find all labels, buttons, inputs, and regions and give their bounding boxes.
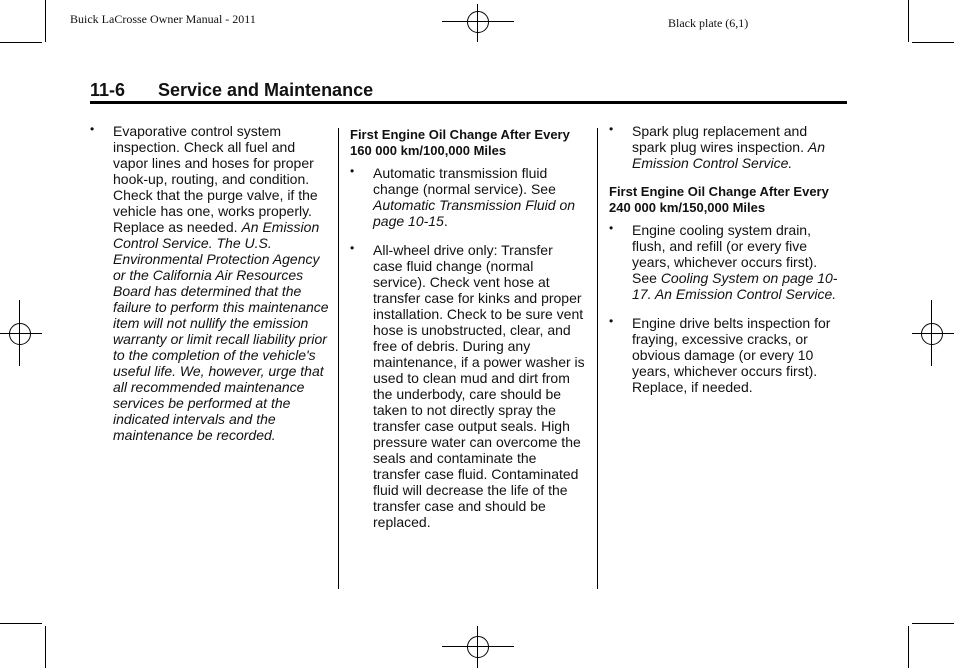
interval-heading: First Engine Oil Change After Every 160 000 km/100,000 Miles xyxy=(350,127,570,158)
item-italic-note: An Emission Control Service. xyxy=(632,139,825,171)
bullet-icon: • xyxy=(350,164,355,178)
section-heading xyxy=(90,80,373,101)
section-title: Service and Maintenance xyxy=(158,80,374,100)
bullet-icon: • xyxy=(609,221,614,235)
list-item xyxy=(350,242,586,530)
item-italic-note: An Emission Control Service. The U.S. Environmental Protection Agency or the California Air Resources Board has determined that the failure to perform this maintenance item will not nullify the emission warranty or limit recall liability prior to the completion of the vehicle's useful life. We, however, urge that all recommended maintenance services be performed at the indicated intervals and the maintenance be recorded. xyxy=(113,219,329,443)
crop-mark xyxy=(912,623,954,624)
interval-heading: First Engine Oil Change After Every 240 000 km/150,000 Miles xyxy=(609,184,829,215)
registration-mark-left xyxy=(0,300,42,366)
crop-mark xyxy=(908,0,909,42)
cross-reference-link[interactable]: Cooling System on page 10-17. An Emission Control Service. xyxy=(632,270,838,302)
heading-rule xyxy=(90,101,847,104)
column-1 xyxy=(90,123,330,456)
column-divider xyxy=(338,128,339,589)
plate-label: Black plate (6,1) xyxy=(668,16,749,30)
crop-mark xyxy=(45,0,46,42)
list-item xyxy=(609,123,839,171)
item-text: Engine cooling system drain, flush, and refill (or every five years, whichever occurs first). See xyxy=(632,222,818,286)
bullet-icon: • xyxy=(609,314,614,328)
list-item xyxy=(609,222,839,302)
crop-mark xyxy=(45,626,46,668)
item-text: Engine drive belts inspection for fraying, excessive cracks, or obvious damage (or every 10 years, whichever occurs first). Replace, if needed. xyxy=(632,315,831,395)
crop-mark xyxy=(912,42,954,43)
list-item xyxy=(350,165,586,229)
bullet-icon: • xyxy=(350,241,355,255)
item-text: All-wheel drive only: Transfer case fluid change (normal service). Check vent hose at transfer case for kinks and proper installation. Check to be sure vent hose is unobstructed, clear, and free of debris. During any maintenance, if a power washer is used to clean mud and dirt from the underbody, care should be taken to not directly spray the transfer case output seals. High pressure water can overcome the seals and contaminate the transfer case fluid. Contaminated fluid will decrease the life of the transfer case and should be replaced. xyxy=(373,242,585,530)
column-divider xyxy=(597,128,598,589)
item-text: Spark plug replacement and spark plug wires inspection. xyxy=(632,123,808,155)
list-item xyxy=(90,123,330,443)
section-number: 11-6 xyxy=(90,80,126,100)
crop-mark xyxy=(908,626,909,668)
crop-mark xyxy=(0,623,42,624)
item-text: Automatic transmission fluid change (normal service). See xyxy=(373,165,556,197)
item-text-end: . xyxy=(443,213,448,229)
registration-mark-right xyxy=(912,300,954,366)
crop-mark xyxy=(0,42,42,43)
bullet-icon: • xyxy=(609,122,614,136)
registration-mark-bottom xyxy=(442,626,514,668)
manual-title: Buick LaCrosse Owner Manual - 2011 xyxy=(70,12,256,26)
bullet-icon: • xyxy=(90,122,95,136)
item-text: Evaporative control system inspection. Check all fuel and vapor lines and hoses for proper hook-up, routing, and condition. Check that the purge valve, if the vehicle has one, works properly. Replace as needed. xyxy=(113,123,318,235)
list-item xyxy=(609,315,839,395)
registration-mark-top xyxy=(442,4,514,42)
column-2 xyxy=(350,127,586,543)
column-3 xyxy=(609,123,839,408)
cross-reference-link[interactable]: Automatic Transmission Fluid on page 10-15 xyxy=(373,197,576,229)
